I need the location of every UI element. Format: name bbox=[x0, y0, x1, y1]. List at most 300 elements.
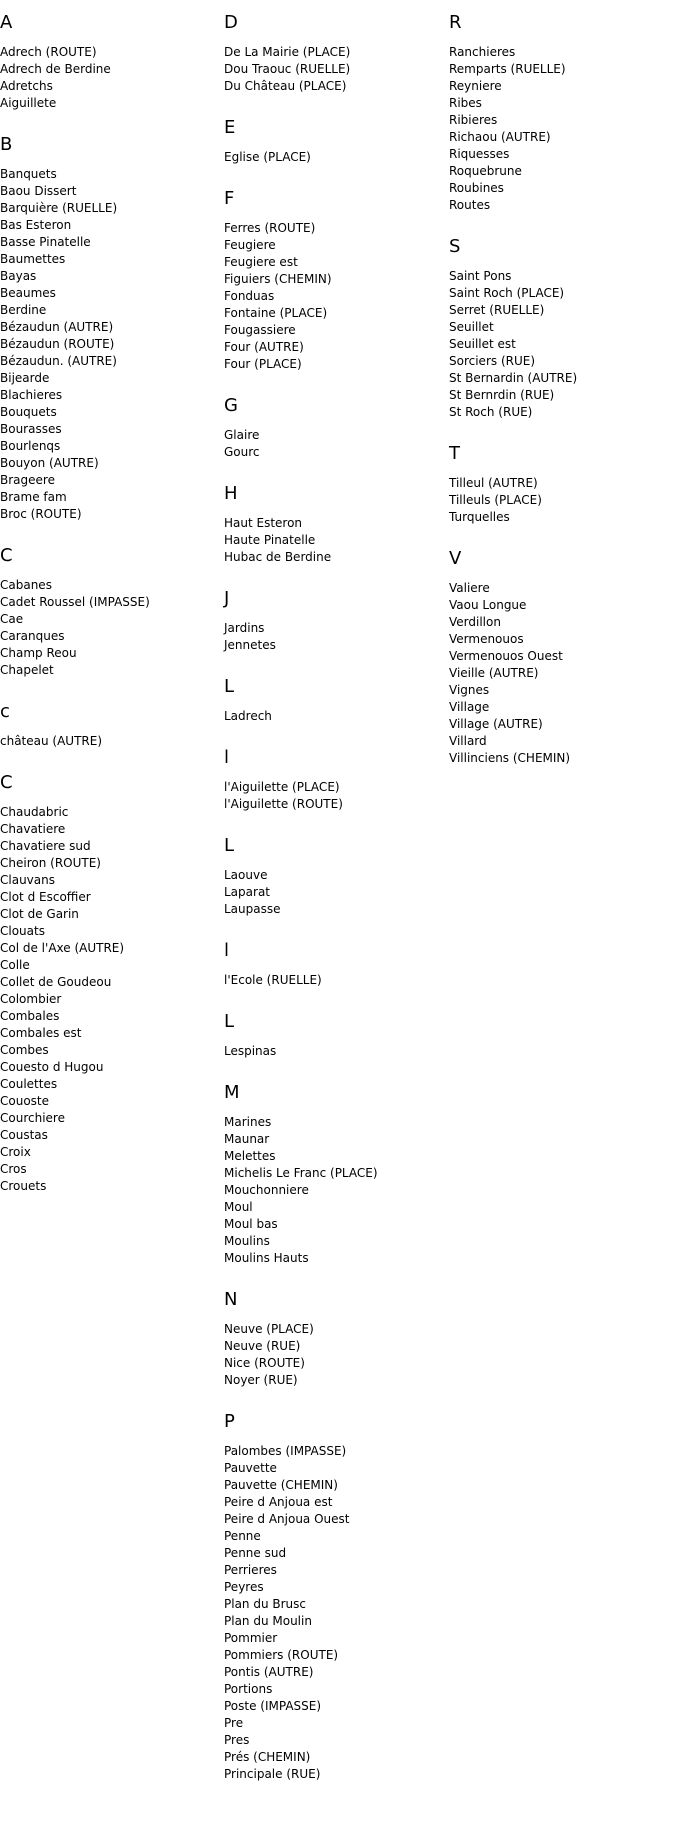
street-link[interactable]: Chapelet bbox=[0, 663, 54, 677]
street-link[interactable]: Roubines bbox=[449, 181, 504, 195]
street-list-item bbox=[449, 597, 673, 614]
street-link[interactable]: Michelis Le Franc (PLACE) bbox=[224, 1166, 378, 1180]
street-list-item bbox=[224, 61, 448, 78]
street-link[interactable]: Gourc bbox=[224, 445, 260, 459]
street-list-item bbox=[224, 796, 448, 813]
street-list-item bbox=[224, 1233, 448, 1250]
street-link[interactable]: Haut Esteron bbox=[224, 516, 303, 530]
street-list-item bbox=[224, 1443, 448, 1460]
street-list-item bbox=[0, 611, 224, 628]
section-letter-heading: R bbox=[449, 12, 462, 33]
street-list-item bbox=[224, 1766, 448, 1783]
street-link[interactable]: Cheiron (ROUTE) bbox=[0, 856, 101, 870]
street-link[interactable]: Couesto d Hugou bbox=[0, 1060, 104, 1074]
street-list-item bbox=[449, 733, 673, 750]
street-link[interactable]: Bézaudun (ROUTE) bbox=[0, 337, 115, 351]
street-link[interactable]: Basse Pinatelle bbox=[0, 235, 91, 249]
street-list-item bbox=[0, 1144, 224, 1161]
street-list bbox=[224, 1321, 448, 1389]
street-link[interactable]: Mouchonniere bbox=[224, 1183, 309, 1197]
street-link[interactable]: St Roch (RUE) bbox=[449, 405, 533, 419]
letter-section bbox=[224, 676, 448, 725]
street-list-item bbox=[0, 628, 224, 645]
street-list bbox=[449, 475, 673, 526]
street-link[interactable]: Pommier bbox=[224, 1631, 278, 1645]
street-link[interactable]: Bas Esteron bbox=[0, 218, 72, 232]
street-list-item bbox=[224, 1596, 448, 1613]
street-link[interactable]: St Bernrdin (RUE) bbox=[449, 388, 555, 402]
street-link[interactable]: Ribieres bbox=[449, 113, 498, 127]
street-link[interactable]: Laparat bbox=[224, 885, 271, 899]
street-list-item bbox=[224, 220, 448, 237]
street-link[interactable]: Sorciers (RUE) bbox=[449, 354, 536, 368]
street-link[interactable]: Ribes bbox=[449, 96, 482, 110]
street-link[interactable]: Seuillet bbox=[449, 320, 494, 334]
street-link[interactable]: Bouyon (AUTRE) bbox=[0, 456, 99, 470]
street-list-item bbox=[0, 1059, 224, 1076]
street-link[interactable]: Seuillet est bbox=[449, 337, 516, 351]
street-list-item bbox=[224, 271, 448, 288]
street-link[interactable]: Peire d Anjoua est bbox=[224, 1495, 333, 1509]
street-list-item bbox=[0, 872, 224, 889]
street-link[interactable]: Dou Traouc (RUELLE) bbox=[224, 62, 351, 76]
street-link[interactable]: Vignes bbox=[449, 683, 490, 697]
street-list-item bbox=[0, 472, 224, 489]
street-link[interactable]: Richaou (AUTRE) bbox=[449, 130, 551, 144]
street-link[interactable]: Palombes (IMPASSE) bbox=[224, 1444, 347, 1458]
street-link[interactable]: Village (AUTRE) bbox=[449, 717, 543, 731]
letter-section bbox=[224, 588, 448, 654]
letter-section bbox=[449, 548, 673, 767]
street-list-item bbox=[224, 254, 448, 271]
letter-section bbox=[224, 747, 448, 813]
street-link[interactable]: Cros bbox=[0, 1162, 27, 1176]
street-link[interactable]: Feugiere est bbox=[224, 255, 298, 269]
street-link[interactable]: Coulettes bbox=[0, 1077, 58, 1091]
street-list-item bbox=[449, 319, 673, 336]
letter-section bbox=[224, 940, 448, 989]
street-list-item bbox=[224, 637, 448, 654]
street-list-item bbox=[0, 974, 224, 991]
street-link[interactable]: Bézaudun (AUTRE) bbox=[0, 320, 114, 334]
street-link[interactable]: Crouets bbox=[0, 1179, 47, 1193]
street-link[interactable]: Bayas bbox=[0, 269, 37, 283]
street-list bbox=[449, 268, 673, 421]
street-list-item bbox=[449, 509, 673, 526]
section-letter-heading: N bbox=[224, 1289, 238, 1310]
street-link[interactable]: Collet de Goudeou bbox=[0, 975, 112, 989]
street-list-item bbox=[449, 285, 673, 302]
street-list-item bbox=[0, 387, 224, 404]
street-link[interactable]: Figuiers (CHEMIN) bbox=[224, 272, 332, 286]
letter-section bbox=[0, 12, 224, 112]
section-letter-heading: G bbox=[224, 395, 238, 416]
street-link[interactable]: Tilleuls (PLACE) bbox=[449, 493, 542, 507]
section-letter-heading: E bbox=[224, 117, 236, 138]
street-link[interactable]: Fontaine (PLACE) bbox=[224, 306, 328, 320]
street-link[interactable]: Peyres bbox=[224, 1580, 264, 1594]
street-list-item bbox=[224, 532, 448, 549]
street-link[interactable]: Nice (ROUTE) bbox=[224, 1356, 305, 1370]
letter-section bbox=[0, 772, 224, 1195]
street-list-item bbox=[224, 1647, 448, 1664]
letter-section bbox=[224, 1011, 448, 1060]
street-link[interactable]: l'Ecole (RUELLE) bbox=[224, 973, 322, 987]
street-link[interactable]: Col de l'Axe (AUTRE) bbox=[0, 941, 125, 955]
street-link[interactable]: Principale (RUE) bbox=[224, 1767, 321, 1781]
street-list-item bbox=[224, 779, 448, 796]
street-list-item bbox=[0, 821, 224, 838]
index-column-3 bbox=[449, 12, 673, 789]
street-list-item bbox=[449, 716, 673, 733]
street-link[interactable]: Maunar bbox=[224, 1132, 270, 1146]
street-list-item bbox=[449, 682, 673, 699]
street-list-item bbox=[224, 305, 448, 322]
street-list-item bbox=[224, 972, 448, 989]
street-link[interactable]: Baou Dissert bbox=[0, 184, 77, 198]
street-list bbox=[0, 577, 224, 679]
street-list-item bbox=[0, 1008, 224, 1025]
street-list-item bbox=[224, 444, 448, 461]
street-link[interactable]: Neuve (PLACE) bbox=[224, 1322, 314, 1336]
letter-section bbox=[224, 483, 448, 566]
street-link[interactable]: Aiguillete bbox=[0, 96, 57, 110]
street-link[interactable]: l'Aiguilette (PLACE) bbox=[224, 780, 340, 794]
street-list-item bbox=[449, 336, 673, 353]
street-link[interactable]: Baumettes bbox=[0, 252, 66, 266]
street-list bbox=[224, 708, 448, 725]
street-link[interactable]: Reyniere bbox=[449, 79, 502, 93]
street-link[interactable]: Poste (IMPASSE) bbox=[224, 1699, 322, 1713]
street-link[interactable]: Adretchs bbox=[0, 79, 53, 93]
street-link[interactable]: Banquets bbox=[0, 167, 57, 181]
street-list-item bbox=[224, 1664, 448, 1681]
street-list-item bbox=[224, 1460, 448, 1477]
street-link[interactable]: Vaou Longue bbox=[449, 598, 527, 612]
street-link[interactable]: Haute Pinatelle bbox=[224, 533, 316, 547]
street-list-item bbox=[0, 506, 224, 523]
section-letter-heading: c bbox=[0, 701, 10, 722]
section-letter-heading: l bbox=[224, 747, 230, 768]
street-list-item bbox=[224, 1511, 448, 1528]
street-link[interactable]: Ladrech bbox=[224, 709, 272, 723]
street-list-item bbox=[224, 339, 448, 356]
street-link[interactable]: Bourasses bbox=[0, 422, 62, 436]
street-list-item bbox=[224, 549, 448, 566]
street-list-item bbox=[449, 112, 673, 129]
street-list-item bbox=[0, 44, 224, 61]
street-link[interactable]: Combes bbox=[0, 1043, 49, 1057]
street-link[interactable]: Adrech (ROUTE) bbox=[0, 45, 97, 59]
street-link[interactable]: Chaudabric bbox=[0, 805, 69, 819]
street-link[interactable]: Jardins bbox=[224, 621, 265, 635]
street-link[interactable]: Prés (CHEMIN) bbox=[224, 1750, 311, 1764]
street-list-item bbox=[224, 620, 448, 637]
street-list-item bbox=[449, 370, 673, 387]
street-list-item bbox=[224, 1630, 448, 1647]
street-list bbox=[449, 44, 673, 214]
street-link[interactable]: Turquelles bbox=[449, 510, 510, 524]
letter-section bbox=[449, 12, 673, 214]
street-link[interactable]: Clauvans bbox=[0, 873, 55, 887]
street-link[interactable]: Cadet Roussel (IMPASSE) bbox=[0, 595, 150, 609]
street-list-item bbox=[449, 302, 673, 319]
street-list bbox=[224, 427, 448, 461]
street-link[interactable]: Coustas bbox=[0, 1128, 48, 1142]
street-link[interactable]: Marines bbox=[224, 1115, 272, 1129]
street-list-item bbox=[224, 515, 448, 532]
street-list-item bbox=[449, 353, 673, 370]
street-list-item bbox=[224, 901, 448, 918]
street-list-item bbox=[0, 923, 224, 940]
street-link[interactable]: Portions bbox=[224, 1682, 273, 1696]
street-link[interactable]: Blachieres bbox=[0, 388, 63, 402]
street-list-item bbox=[449, 197, 673, 214]
street-link[interactable]: Vermenouos bbox=[449, 632, 524, 646]
street-list-item bbox=[0, 319, 224, 336]
street-link[interactable]: Cabanes bbox=[0, 578, 52, 592]
street-list-item bbox=[0, 1025, 224, 1042]
street-link[interactable]: Moul bas bbox=[224, 1217, 278, 1231]
letter-section bbox=[224, 835, 448, 918]
section-letter-heading: C bbox=[0, 545, 13, 566]
street-list-item bbox=[0, 438, 224, 455]
street-link[interactable]: Plan du Moulin bbox=[224, 1614, 312, 1628]
street-list-item bbox=[0, 733, 224, 750]
street-link[interactable]: Combales est bbox=[0, 1026, 82, 1040]
street-list bbox=[224, 867, 448, 918]
letter-section bbox=[224, 12, 448, 95]
letter-section bbox=[0, 701, 224, 750]
street-list bbox=[0, 733, 224, 750]
street-link[interactable]: Bourlenqs bbox=[0, 439, 61, 453]
street-list-item bbox=[0, 166, 224, 183]
street-link[interactable]: Clot de Garin bbox=[0, 907, 79, 921]
street-link[interactable]: Riquesses bbox=[449, 147, 510, 161]
street-link[interactable]: Cae bbox=[0, 612, 24, 626]
street-link[interactable]: Lespinas bbox=[224, 1044, 277, 1058]
street-list-item bbox=[224, 1250, 448, 1267]
street-link[interactable]: Brame fam bbox=[0, 490, 67, 504]
street-link[interactable]: Moulins Hauts bbox=[224, 1251, 309, 1265]
street-link[interactable]: Clot d Escoffier bbox=[0, 890, 91, 904]
street-list-item bbox=[224, 1131, 448, 1148]
street-link[interactable]: Valiere bbox=[449, 581, 490, 595]
street-link[interactable]: Pontis (AUTRE) bbox=[224, 1665, 314, 1679]
street-link[interactable]: Laupasse bbox=[224, 902, 281, 916]
street-list-item bbox=[0, 957, 224, 974]
street-list-item bbox=[224, 1043, 448, 1060]
street-link[interactable]: Feugiere bbox=[224, 238, 276, 252]
street-list bbox=[224, 515, 448, 566]
street-list bbox=[224, 779, 448, 813]
street-list-item bbox=[224, 1681, 448, 1698]
letter-section bbox=[0, 134, 224, 523]
street-link[interactable]: Pauvette (CHEMIN) bbox=[224, 1478, 338, 1492]
street-link[interactable]: Perrieres bbox=[224, 1563, 277, 1577]
street-link[interactable]: Eglise (PLACE) bbox=[224, 150, 311, 164]
street-list-item bbox=[0, 855, 224, 872]
street-link[interactable]: Berdine bbox=[0, 303, 47, 317]
section-letter-heading: L bbox=[224, 835, 235, 856]
street-link[interactable]: Penne bbox=[224, 1529, 261, 1543]
street-link[interactable]: Plan du Brusc bbox=[224, 1597, 307, 1611]
street-list-item bbox=[224, 1579, 448, 1596]
street-list-item bbox=[0, 353, 224, 370]
street-link[interactable]: l'Aiguilette (ROUTE) bbox=[224, 797, 343, 811]
street-link[interactable]: Beaumes bbox=[0, 286, 56, 300]
street-list-item bbox=[224, 237, 448, 254]
street-link[interactable]: Penne sud bbox=[224, 1546, 287, 1560]
street-list-item bbox=[224, 1562, 448, 1579]
street-list-item bbox=[0, 285, 224, 302]
street-list-item bbox=[0, 78, 224, 95]
street-list-item bbox=[0, 594, 224, 611]
street-link[interactable]: Serret (RUELLE) bbox=[449, 303, 545, 317]
street-link[interactable]: Neuve (RUE) bbox=[224, 1339, 301, 1353]
street-link[interactable]: Bézaudun. (AUTRE) bbox=[0, 354, 117, 368]
street-list-item bbox=[449, 404, 673, 421]
street-link[interactable]: Villard bbox=[449, 734, 487, 748]
street-list-item bbox=[0, 183, 224, 200]
street-link[interactable]: Peire d Anjoua Ouest bbox=[224, 1512, 350, 1526]
street-list-item bbox=[449, 492, 673, 509]
street-list-item bbox=[224, 1216, 448, 1233]
street-list bbox=[224, 149, 448, 166]
street-link[interactable]: Hubac de Berdine bbox=[224, 550, 332, 564]
street-link[interactable]: Chavatiere bbox=[0, 822, 66, 836]
section-letter-heading: P bbox=[224, 1411, 235, 1432]
street-link[interactable]: Ranchieres bbox=[449, 45, 516, 59]
letter-section bbox=[224, 188, 448, 373]
street-list-item bbox=[449, 631, 673, 648]
street-link[interactable]: Couoste bbox=[0, 1094, 50, 1108]
street-link[interactable]: Adrech de Berdine bbox=[0, 62, 111, 76]
street-link[interactable]: Moulins bbox=[224, 1234, 270, 1248]
street-link[interactable]: Croix bbox=[0, 1145, 31, 1159]
street-list-item bbox=[0, 889, 224, 906]
street-link[interactable]: Jennetes bbox=[224, 638, 276, 652]
street-list-item bbox=[0, 1161, 224, 1178]
letter-section bbox=[224, 117, 448, 166]
street-link[interactable]: Courchiere bbox=[0, 1111, 65, 1125]
street-link[interactable]: Combales bbox=[0, 1009, 60, 1023]
street-link[interactable]: Four (AUTRE) bbox=[224, 340, 304, 354]
street-link[interactable]: Vieille (AUTRE) bbox=[449, 666, 539, 680]
street-link[interactable]: De La Mairie (PLACE) bbox=[224, 45, 351, 59]
street-list-item bbox=[0, 1178, 224, 1195]
street-link[interactable]: Champ Reou bbox=[0, 646, 77, 660]
street-link[interactable]: Colle bbox=[0, 958, 30, 972]
letter-section bbox=[224, 1082, 448, 1267]
street-list-item bbox=[449, 387, 673, 404]
street-link[interactable]: Caranques bbox=[0, 629, 65, 643]
street-list-item bbox=[224, 78, 448, 95]
street-list bbox=[224, 1443, 448, 1783]
street-link[interactable]: Vermenouos Ouest bbox=[449, 649, 563, 663]
section-letter-heading: C bbox=[0, 772, 13, 793]
street-link[interactable]: Clouats bbox=[0, 924, 45, 938]
street-link[interactable]: Roquebrune bbox=[449, 164, 522, 178]
street-link[interactable]: Routes bbox=[449, 198, 491, 212]
street-list-item bbox=[224, 1749, 448, 1766]
street-link[interactable]: Glaire bbox=[224, 428, 260, 442]
street-list-item bbox=[449, 614, 673, 631]
street-link[interactable]: Broc (ROUTE) bbox=[0, 507, 82, 521]
street-link[interactable]: Bouquets bbox=[0, 405, 57, 419]
section-letter-heading: A bbox=[0, 12, 13, 33]
street-link[interactable]: Villinciens (CHEMIN) bbox=[449, 751, 571, 765]
street-link[interactable]: Pauvette bbox=[224, 1461, 277, 1475]
section-letter-heading: S bbox=[449, 236, 461, 257]
street-list-item bbox=[449, 146, 673, 163]
street-list-item bbox=[449, 268, 673, 285]
street-link[interactable]: Verdillon bbox=[449, 615, 501, 629]
street-list-item bbox=[224, 356, 448, 373]
street-list-item bbox=[0, 804, 224, 821]
street-link[interactable]: Brageere bbox=[0, 473, 55, 487]
street-link[interactable]: Colombier bbox=[0, 992, 62, 1006]
street-list-item bbox=[0, 200, 224, 217]
street-link[interactable]: Saint Roch (PLACE) bbox=[449, 286, 565, 300]
section-letter-heading: H bbox=[224, 483, 238, 504]
street-list bbox=[0, 44, 224, 112]
street-list-item bbox=[224, 1477, 448, 1494]
street-link[interactable]: Melettes bbox=[224, 1149, 276, 1163]
section-letter-heading: J bbox=[224, 588, 230, 609]
street-link[interactable]: Remparts (RUELLE) bbox=[449, 62, 566, 76]
street-link[interactable]: Du Château (PLACE) bbox=[224, 79, 347, 93]
street-list-item bbox=[0, 662, 224, 679]
street-link[interactable]: Laouve bbox=[224, 868, 268, 882]
street-list-item bbox=[0, 1127, 224, 1144]
street-list bbox=[224, 620, 448, 654]
street-link[interactable]: Noyer (RUE) bbox=[224, 1373, 298, 1387]
street-link[interactable]: château (AUTRE) bbox=[0, 734, 103, 748]
street-link[interactable]: Four (PLACE) bbox=[224, 357, 302, 371]
street-link[interactable]: Pre bbox=[224, 1716, 244, 1730]
street-list-item bbox=[224, 1494, 448, 1511]
street-list-item bbox=[224, 1114, 448, 1131]
street-list-item bbox=[224, 1732, 448, 1749]
street-list-item bbox=[0, 1042, 224, 1059]
street-list-item bbox=[224, 288, 448, 305]
street-link[interactable]: Pres bbox=[224, 1733, 250, 1747]
street-link[interactable]: Village bbox=[449, 700, 490, 714]
street-link[interactable]: Fonduas bbox=[224, 289, 275, 303]
street-list-item bbox=[0, 217, 224, 234]
street-link[interactable]: Tilleul (AUTRE) bbox=[449, 476, 538, 490]
street-list-item bbox=[224, 149, 448, 166]
street-link[interactable]: Chavatiere sud bbox=[0, 839, 91, 853]
street-link[interactable]: Ferres (ROUTE) bbox=[224, 221, 316, 235]
street-list-item bbox=[224, 1165, 448, 1182]
street-list-item bbox=[0, 404, 224, 421]
street-link[interactable]: Moul bbox=[224, 1200, 253, 1214]
street-list-item bbox=[224, 44, 448, 61]
street-link[interactable]: St Bernardin (AUTRE) bbox=[449, 371, 578, 385]
street-link[interactable]: Bijearde bbox=[0, 371, 50, 385]
street-link[interactable]: Pommiers (ROUTE) bbox=[224, 1648, 339, 1662]
street-link[interactable]: Saint Pons bbox=[449, 269, 512, 283]
street-list-item bbox=[224, 1148, 448, 1165]
street-list-item bbox=[449, 61, 673, 78]
street-list-item bbox=[0, 268, 224, 285]
street-link[interactable]: Fougassiere bbox=[224, 323, 296, 337]
street-link[interactable]: Barquière (RUELLE) bbox=[0, 201, 118, 215]
street-list-item bbox=[0, 455, 224, 472]
street-list-item bbox=[0, 838, 224, 855]
